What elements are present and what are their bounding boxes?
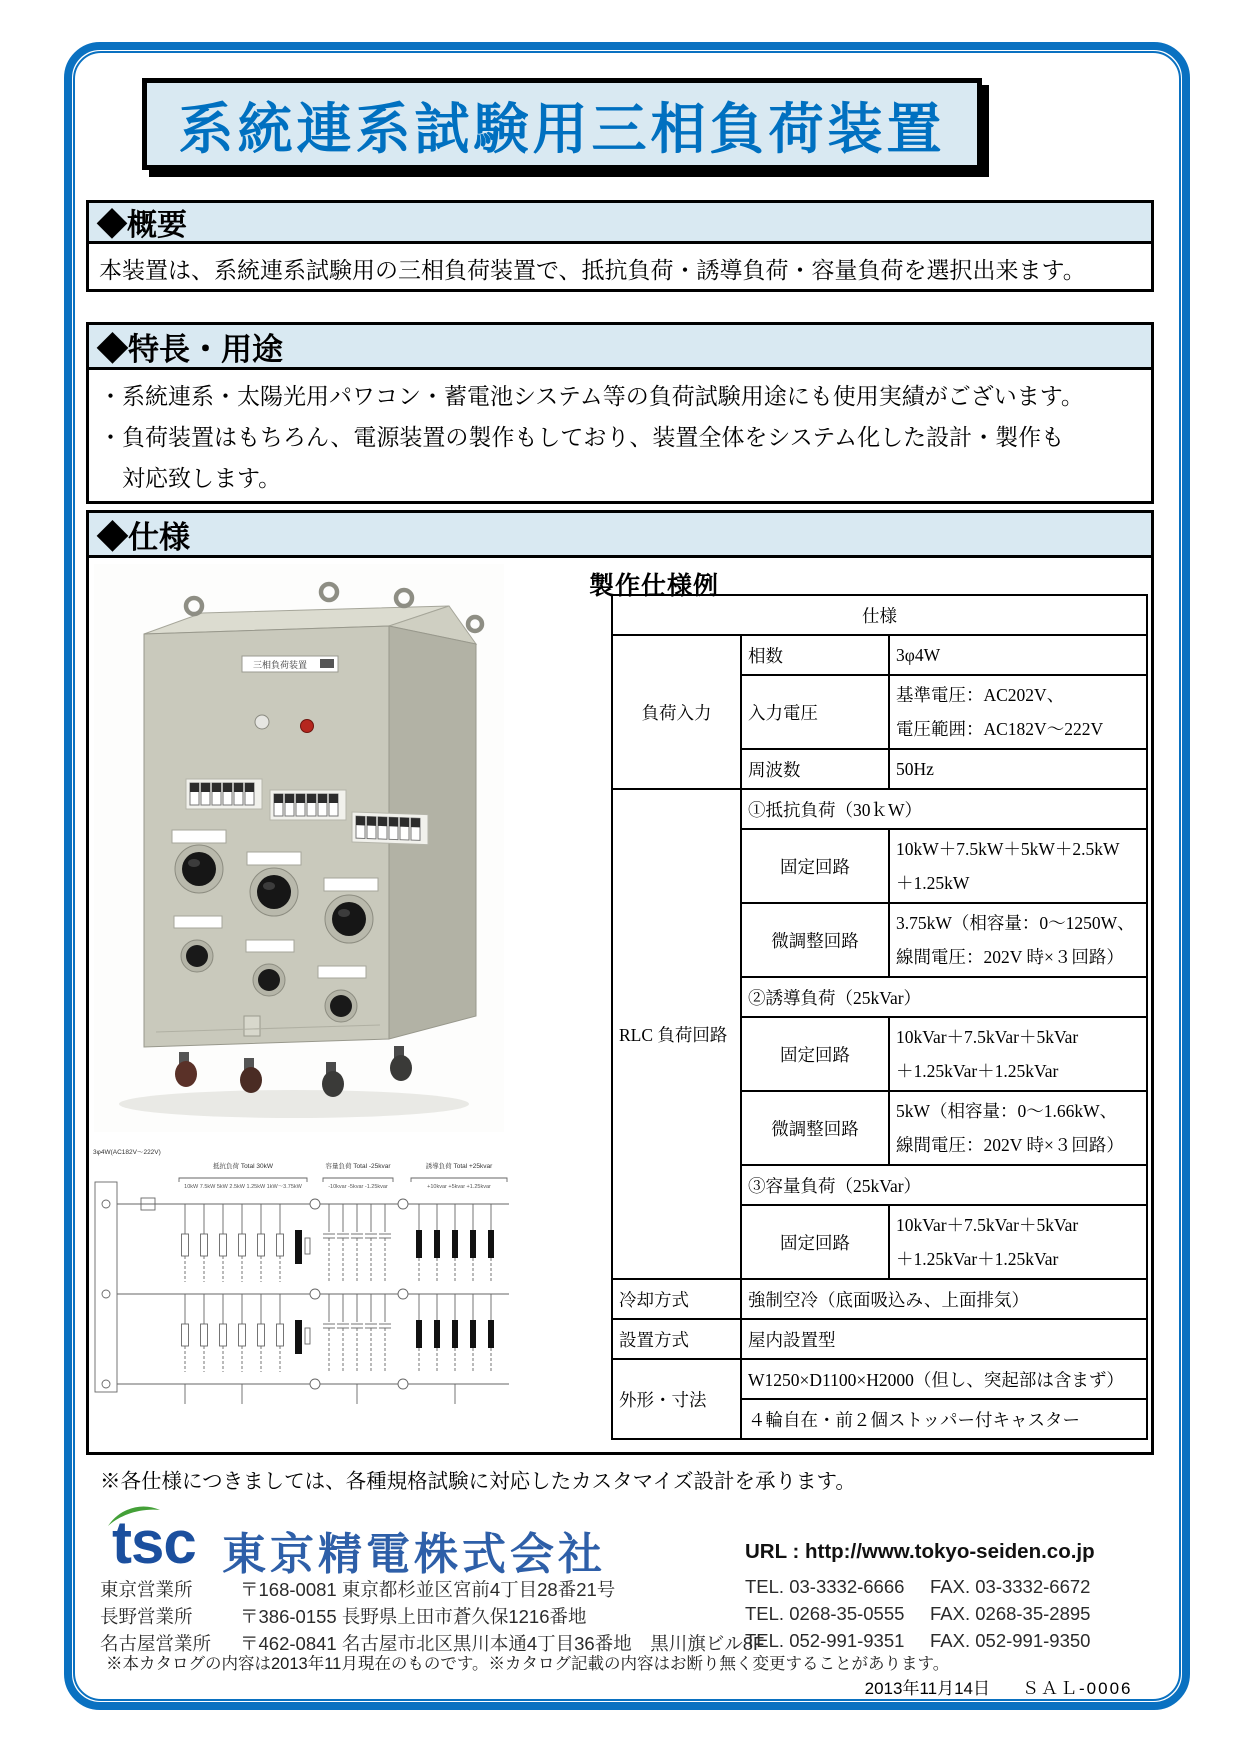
row-casters-value: ４輪自在・前２個ストッパー付キャスター xyxy=(741,1399,1147,1439)
section-overview xyxy=(86,200,1154,292)
office-fax: FAX. 03-3332-6672 xyxy=(930,1576,1091,1597)
features-heading: ◆特長・用途 xyxy=(86,322,1154,370)
group-cooling: 冷却方式 xyxy=(612,1279,741,1319)
spec-body xyxy=(86,558,1154,1455)
white-button-icon xyxy=(255,715,269,729)
company-url: URL : http://www.tokyo-seiden.co.jp xyxy=(745,1540,1095,1563)
lfixed-line1: 10kVar＋7.5kVar＋5kVar xyxy=(896,1027,1079,1047)
rfine-line2: 線間電圧：202V 時×３回路） xyxy=(896,947,1124,967)
section-spec xyxy=(86,510,1154,1455)
lfixed-line2: ＋1.25kVar＋1.25kVar xyxy=(896,1061,1059,1081)
group-load-input: 負荷入力 xyxy=(612,635,741,789)
row-rfixed-value xyxy=(889,829,1147,903)
feature-line: ・負荷装置はもちろん、電源装置の製作もしており、装置全体をシステム化した設計・製作も xyxy=(99,425,1065,450)
spec-table-title: 製作仕様例 xyxy=(589,573,720,600)
diagram-csub: -10kvar -5kvar -1.25kvar xyxy=(328,1184,388,1190)
spec-table-header: 仕様 xyxy=(612,595,1147,635)
office-row-nagano xyxy=(0,1603,1241,1629)
office-name: 名古屋営業所 xyxy=(100,1633,212,1654)
row-voltage-value xyxy=(889,675,1147,749)
row-phase-value: 3φ4W xyxy=(889,635,1147,675)
group-dimensions: 外形・寸法 xyxy=(612,1359,741,1439)
row-cfixed-value xyxy=(889,1205,1147,1279)
breaker-cluster xyxy=(186,779,262,809)
overview-heading: ◆概要 xyxy=(86,200,1154,244)
row-dimensions-value: W1250×D1100×H2000（但し、突起部は含まず） xyxy=(741,1359,1147,1399)
breaker-cluster xyxy=(270,790,346,820)
row-rfine-value xyxy=(889,903,1147,977)
cfixed-line2: ＋1.25kVar＋1.25kVar xyxy=(896,1249,1059,1269)
voltage-line1: 基準電圧：AC202V、 xyxy=(896,685,1065,705)
office-tel: TEL. 03-3332-6666 xyxy=(745,1576,905,1597)
lfine-line1: 5kW（相容量：0～1.66kW、 xyxy=(896,1101,1118,1121)
spec-table xyxy=(611,594,1148,1440)
diagram-group-l: 誘導負荷 Total +25kvar xyxy=(425,1163,493,1170)
office-tel: TEL. 0268-35-0555 xyxy=(745,1603,905,1624)
row-rfine-label: 微調整回路 xyxy=(741,903,889,977)
office-name: 東京営業所 xyxy=(100,1579,193,1600)
logo-text: tsc xyxy=(112,1509,196,1576)
section-features xyxy=(86,322,1154,504)
cfixed-line1: 10kVar＋7.5kVar＋5kVar xyxy=(896,1215,1079,1235)
issue-date: 2013年11月14日 xyxy=(864,1679,990,1698)
feature-line: 対応致します。 xyxy=(99,466,282,491)
office-address: 〒386-0155 長野県上田市蒼久保1216番地 xyxy=(240,1606,587,1627)
row-frequency-value: 50Hz xyxy=(889,749,1147,789)
row-lfine-value xyxy=(889,1091,1147,1165)
document-code: ＳＡＬ-0006 xyxy=(1022,1679,1133,1698)
rfixed-line1: 10kW＋7.5kW＋5kW＋2.5kW xyxy=(896,839,1120,859)
office-tel: TEL. 052-991-9351 xyxy=(745,1630,905,1651)
product-title-box xyxy=(142,78,982,170)
catalog-disclaimer: ※本カタログの内容は2013年11月現在のものです。※カタログ記載の内容はお断り無く変更することがあります。 xyxy=(106,1655,950,1673)
customization-note: ※各仕様につきましては、各種規格試験に対応したカスタマイズ設計を承ります。 xyxy=(100,1471,856,1493)
row-lfixed-label: 固定回路 xyxy=(741,1017,889,1091)
group-rlc: RLC 負荷回路 xyxy=(612,789,741,1279)
rfixed-line2: ＋1.25kW xyxy=(896,873,970,893)
office-address: 〒168-0081 東京都杉並区宮前4丁目28番21号 xyxy=(240,1579,616,1600)
page-title: 系統連系試験用三相負荷装置 xyxy=(178,97,946,160)
row-resistive-head: ①抵抗負荷（30ｋW） xyxy=(741,789,1147,829)
diagram-system-label: 3φ4W(AC182V～222V) xyxy=(93,1149,161,1156)
company-name: 東京精電株式会社 xyxy=(222,1530,606,1579)
diagram-group-r: 抵抗負荷 Total 30kW xyxy=(213,1163,273,1170)
diagram-lsub: +10kvar +5kvar +1.25kvar xyxy=(427,1184,491,1190)
rfine-line1: 3.75kW（相容量：0～1250W、 xyxy=(896,913,1135,933)
row-phase-label: 相数 xyxy=(741,635,889,675)
feature-line: ・系統連系・太陽光用パワコン・蓄電池システム等の負荷試験用途にも使用実績がございます。 xyxy=(99,384,1084,409)
row-frequency-label: 周波数 xyxy=(741,749,889,789)
row-cooling-value: 強制空冷（底面吸込み、上面排気） xyxy=(741,1279,1147,1319)
circuit-diagram xyxy=(89,1142,517,1450)
row-cfixed-label: 固定回路 xyxy=(741,1205,889,1279)
overview-body: 本装置は、系統連系試験用の三相負荷装置で、抵抗負荷・誘導負荷・容量負荷を選択出来ます。 xyxy=(86,244,1154,292)
row-installation-value: 屋内設置型 xyxy=(741,1319,1147,1359)
spec-heading: ◆仕様 xyxy=(86,510,1154,558)
diagram-group-c: 容量負荷 Total -25kvar xyxy=(325,1163,391,1170)
row-inductive-head: ②誘導負荷（25kVar） xyxy=(741,977,1147,1017)
device-nameplate: 三相負荷装置 xyxy=(252,660,308,670)
device-photo xyxy=(94,564,504,1132)
row-capacitive-head: ③容量負荷（25kVar） xyxy=(741,1165,1147,1205)
office-fax: FAX. 0268-35-2895 xyxy=(930,1603,1091,1624)
office-address: 〒462-0841 名古屋市北区黒川本通4丁目36番地 黒川旗ビル8F xyxy=(240,1633,765,1654)
office-fax: FAX. 052-991-9350 xyxy=(930,1630,1091,1651)
row-lfixed-value xyxy=(889,1017,1147,1091)
voltage-line2: 電圧範囲：AC182V～222V xyxy=(896,719,1104,739)
office-name: 長野営業所 xyxy=(100,1606,193,1627)
red-button-icon xyxy=(301,720,314,733)
group-installation: 設置方式 xyxy=(612,1319,741,1359)
breaker-cluster xyxy=(352,812,428,845)
row-rfixed-label: 固定回路 xyxy=(741,829,889,903)
diagram-rsub: 10kW 7.5kW 5kW 2.5kW 1.25kW 1kW～3.75kW xyxy=(184,1184,302,1190)
row-voltage-label: 入力電圧 xyxy=(741,675,889,749)
row-lfine-label: 微調整回路 xyxy=(741,1091,889,1165)
lfine-line2: 線間電圧：202V 時×３回路） xyxy=(896,1135,1124,1155)
features-body xyxy=(86,370,1154,504)
tsc-logo xyxy=(104,1509,224,1576)
office-row-tokyo xyxy=(0,1576,1241,1602)
